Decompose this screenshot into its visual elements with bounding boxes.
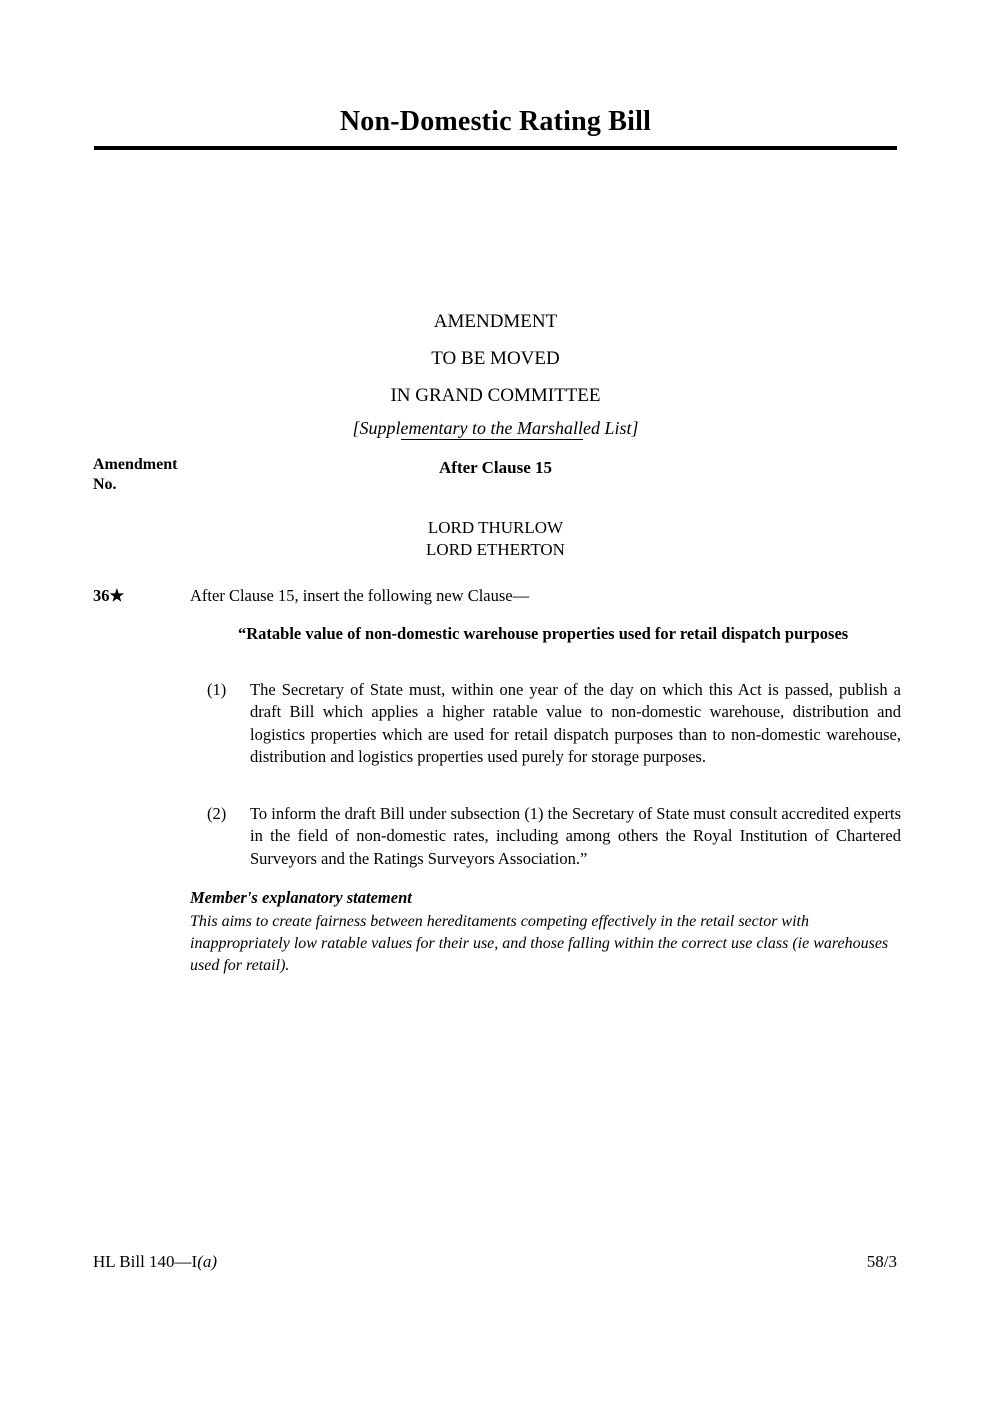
subsection-text: The Secretary of State must, within one year of the day on which this Act is passed, publish a draft Bill which applies a higher ratable value to non-domestic warehouse, distribution and logistics properties which are used for retail dispatch purposes than to non-domestic warehouse, distribution and logistics properties used purely for storage purposes.: [250, 680, 901, 766]
title-double-rule: [94, 146, 897, 150]
subsection-number: (2): [207, 804, 227, 823]
new-clause-title: “Ratable value of non-domestic warehouse properties used for retail dispatch purposes: [238, 624, 849, 643]
subsection-1: [207, 679, 901, 768]
heading-line-committee: IN GRAND COMMITTEE: [390, 385, 601, 406]
bill-reference-roman: HL Bill 140—I: [93, 1252, 198, 1271]
explanatory-statement-text: This aims to create fairness between hereditaments competing effectively in the retail sector with inappropriately low ratable values for their use, and those falling within the correct use class (ie warehouses used for retail).: [190, 913, 889, 974]
amendment-number-value: 36: [93, 586, 110, 605]
sponsor-name: LORD THURLOW: [427, 518, 564, 537]
heading-line-to-be-moved: TO BE MOVED: [431, 348, 560, 369]
marshalled-list-subtitle: [0, 418, 991, 439]
amendment-instruction: After Clause 15, insert the following new Clause—: [190, 586, 530, 605]
heading-line-amendment: AMENDMENT: [433, 311, 558, 332]
subtitle-prefix: [Suppl: [352, 418, 401, 438]
bill-title: Non-Domestic Rating Bill: [339, 106, 652, 137]
sponsor-list: [0, 517, 991, 561]
bill-reference: [93, 1252, 217, 1272]
amendment-number: [93, 585, 124, 607]
margin-note-line2: No.: [93, 476, 117, 493]
new-amendment-star-icon: ★: [109, 586, 125, 605]
amendment-heading-block: [0, 303, 991, 414]
subtitle-underlined-segment: ementary to the Marshall: [400, 418, 583, 438]
bill-reference-italic: (a): [197, 1252, 218, 1271]
explanatory-statement-heading: Member's explanatory statement: [190, 888, 412, 907]
margin-note-line1: Amendment: [93, 456, 178, 473]
after-clause-heading: After Clause 15: [439, 458, 552, 477]
sponsor-name: LORD ETHERTON: [426, 540, 565, 559]
subsection-text: To inform the draft Bill under subsection (1) the Secretary of State must consult accredited experts in the field of non-domestic rates, including among others the Royal Institution of Chartered Surveyors and the Ratings Surveyors Association.”: [250, 804, 901, 868]
subtitle-suffix: ed List]: [582, 418, 639, 438]
sheet-number: 58/3: [866, 1252, 897, 1271]
subsection-number: (1): [207, 680, 227, 699]
subsection-2: [207, 803, 901, 870]
